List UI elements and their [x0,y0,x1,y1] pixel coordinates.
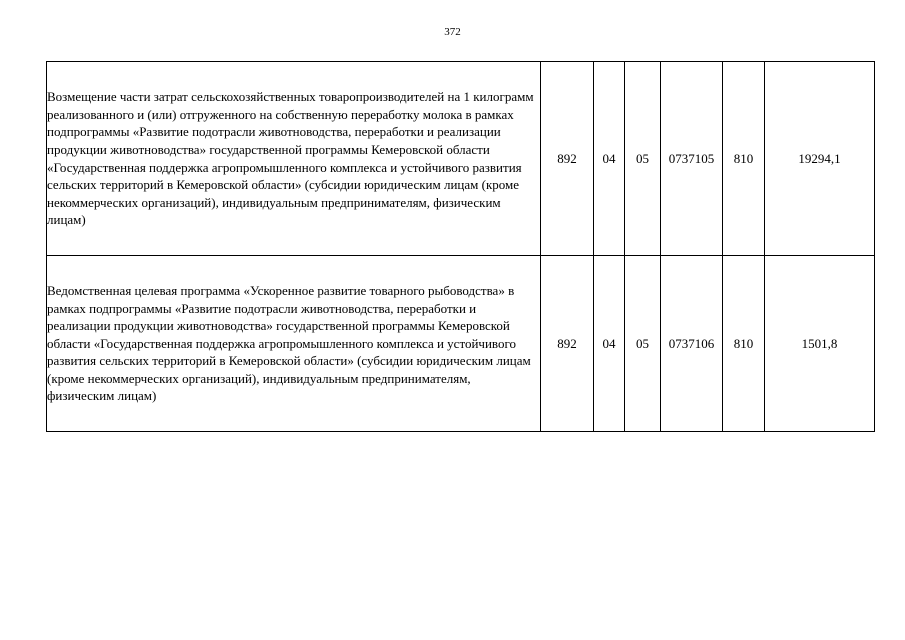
expense-type-code: 810 [723,62,765,256]
row-description: Ведомственная целевая программа «Ускоренное развитие товарного рыбоводства» в рамках подпрограммы «Развитие подотрасли животноводства, переработки и реализации продукции животноводства» государственной программы Кемеровской области «Государственная поддержка агропромышленного комплекса и устойчивого развития сельских территорий в Кемеровской области» (субсидии юридическим лицам (кроме некоммерческих организаций), индивидуальным предпринимателям, физическим лицам) [47,256,541,432]
section-code: 04 [594,256,625,432]
expense-type-code: 810 [723,256,765,432]
budget-table [46,61,875,432]
table-row [47,256,875,432]
page-number: 372 [444,26,461,38]
table-row [47,62,875,256]
amount-value: 1501,8 [765,256,875,432]
row-description: Возмещение части затрат сельскохозяйственных товаропроизводителей на 1 килограмм реализованного и (или) отгруженного на собственную переработку молока в рамках подпрограммы «Развитие подотрасли животноводства, переработки и реализации продукции животноводства» государственной программы Кемеровской области «Государственная поддержка агропромышленного комплекса и устойчивого развития сельских территорий в Кемеровской области» (субсидии юридическим лицам (кроме некоммерческих организаций), индивидуальным предпринимателям, физическим лицам) [47,62,541,256]
target-article-code: 0737106 [661,256,723,432]
subsection-code: 05 [625,256,661,432]
amount-value: 19294,1 [765,62,875,256]
ministry-code: 892 [541,62,594,256]
section-code: 04 [594,62,625,256]
target-article-code: 0737105 [661,62,723,256]
subsection-code: 05 [625,62,661,256]
ministry-code: 892 [541,256,594,432]
